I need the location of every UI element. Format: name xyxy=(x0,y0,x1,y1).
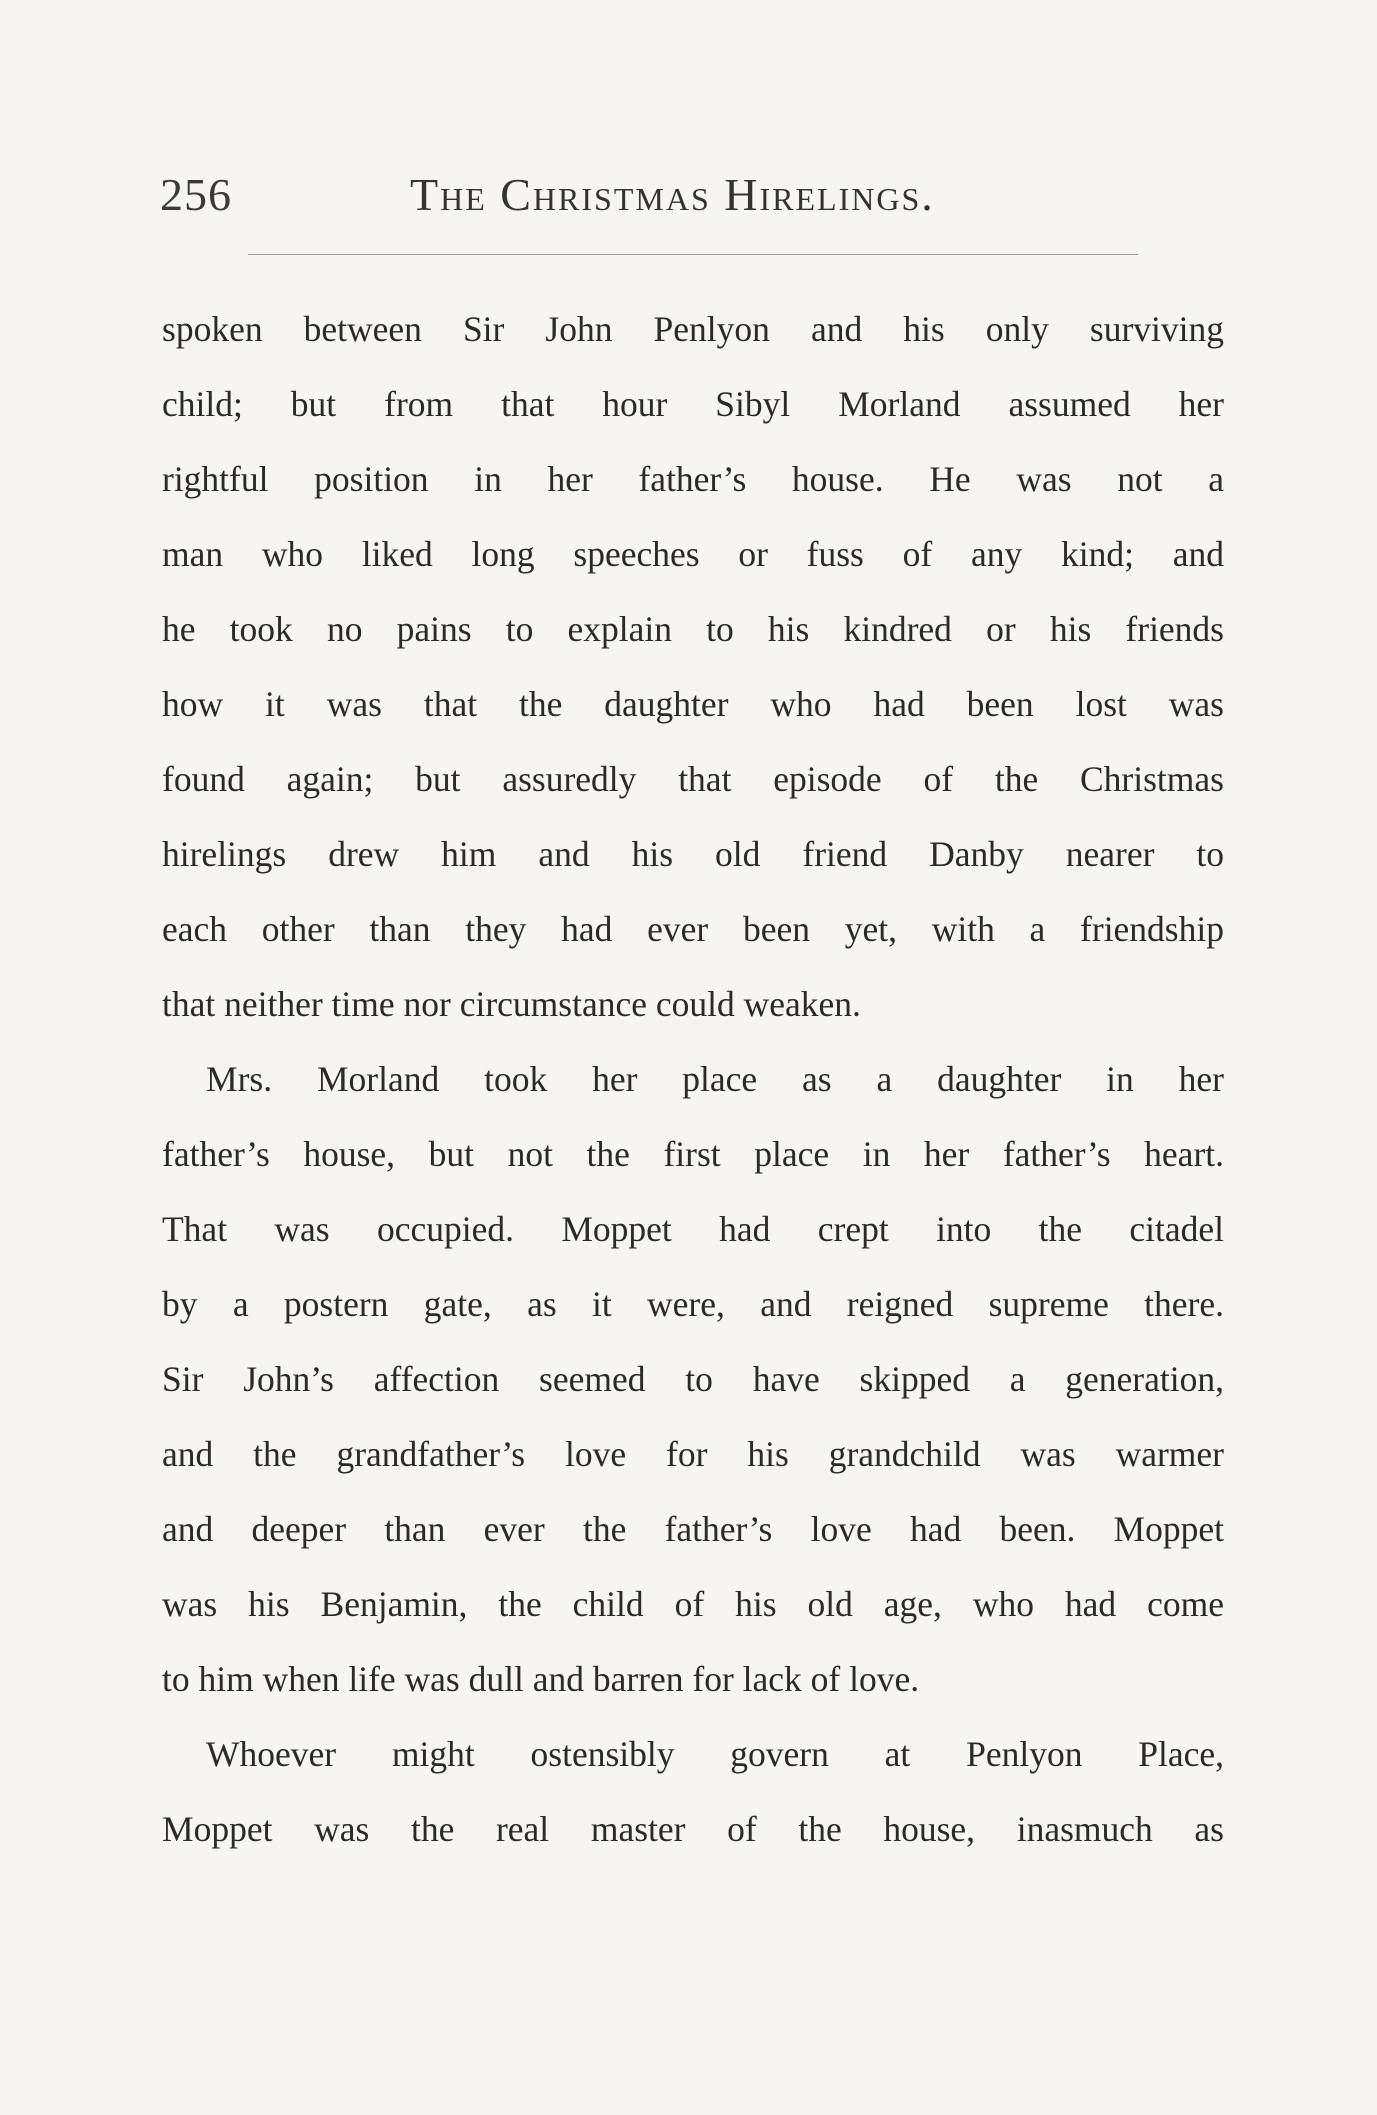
text-line: child; but from that hour Sibyl Morland assumed her xyxy=(162,384,1224,424)
header-rule xyxy=(248,254,1138,255)
text-line: was his Benjamin, the child of his old age, who had come xyxy=(162,1584,1224,1624)
text-line: by a postern gate, as it were, and reigned supreme there. xyxy=(162,1284,1224,1324)
text-line: rightful position in her father’s house. He was not a xyxy=(162,459,1224,499)
text-line: how it was that the daughter who had been lost was xyxy=(162,684,1224,724)
text-line: each other than they had ever been yet, with a friendship xyxy=(162,909,1224,949)
text-line: That was occupied. Moppet had crept into the citadel xyxy=(162,1209,1224,1249)
text-line: and deeper than ever the father’s love had been. Moppet xyxy=(162,1509,1224,1549)
text-line: Sir John’s affection seemed to have skipped a generation, xyxy=(162,1359,1224,1399)
text-line: Moppet was the real master of the house, inasmuch as xyxy=(162,1809,1224,1849)
text-line: that neither time nor circumstance could weaken. xyxy=(162,984,861,1024)
page-header xyxy=(160,168,1240,238)
paragraph-start-line: Whoever might ostensibly govern at Penlyon Place, xyxy=(206,1734,1224,1774)
text-line: to him when life was dull and barren for lack of love. xyxy=(162,1659,920,1699)
text-line: he took no pains to explain to his kindred or his friends xyxy=(162,609,1224,649)
text-line: father’s house, but not the first place in her father’s heart. xyxy=(162,1134,1224,1174)
text-line: spoken between Sir John Penlyon and his only surviving xyxy=(162,309,1224,349)
body-text xyxy=(162,292,1224,1867)
running-title: The Christmas Hirelings. xyxy=(410,169,935,220)
text-line: found again; but assuredly that episode of the Christmas xyxy=(162,759,1224,799)
text-line: hirelings drew him and his old friend Danby nearer to xyxy=(162,834,1224,874)
paragraph-start-line: Mrs. Morland took her place as a daughter in her xyxy=(206,1059,1224,1099)
text-line: and the grandfather’s love for his grandchild was warmer xyxy=(162,1434,1224,1474)
text-line: man who liked long speeches or fuss of any kind; and xyxy=(162,534,1224,574)
page-number: 256 xyxy=(160,169,232,220)
